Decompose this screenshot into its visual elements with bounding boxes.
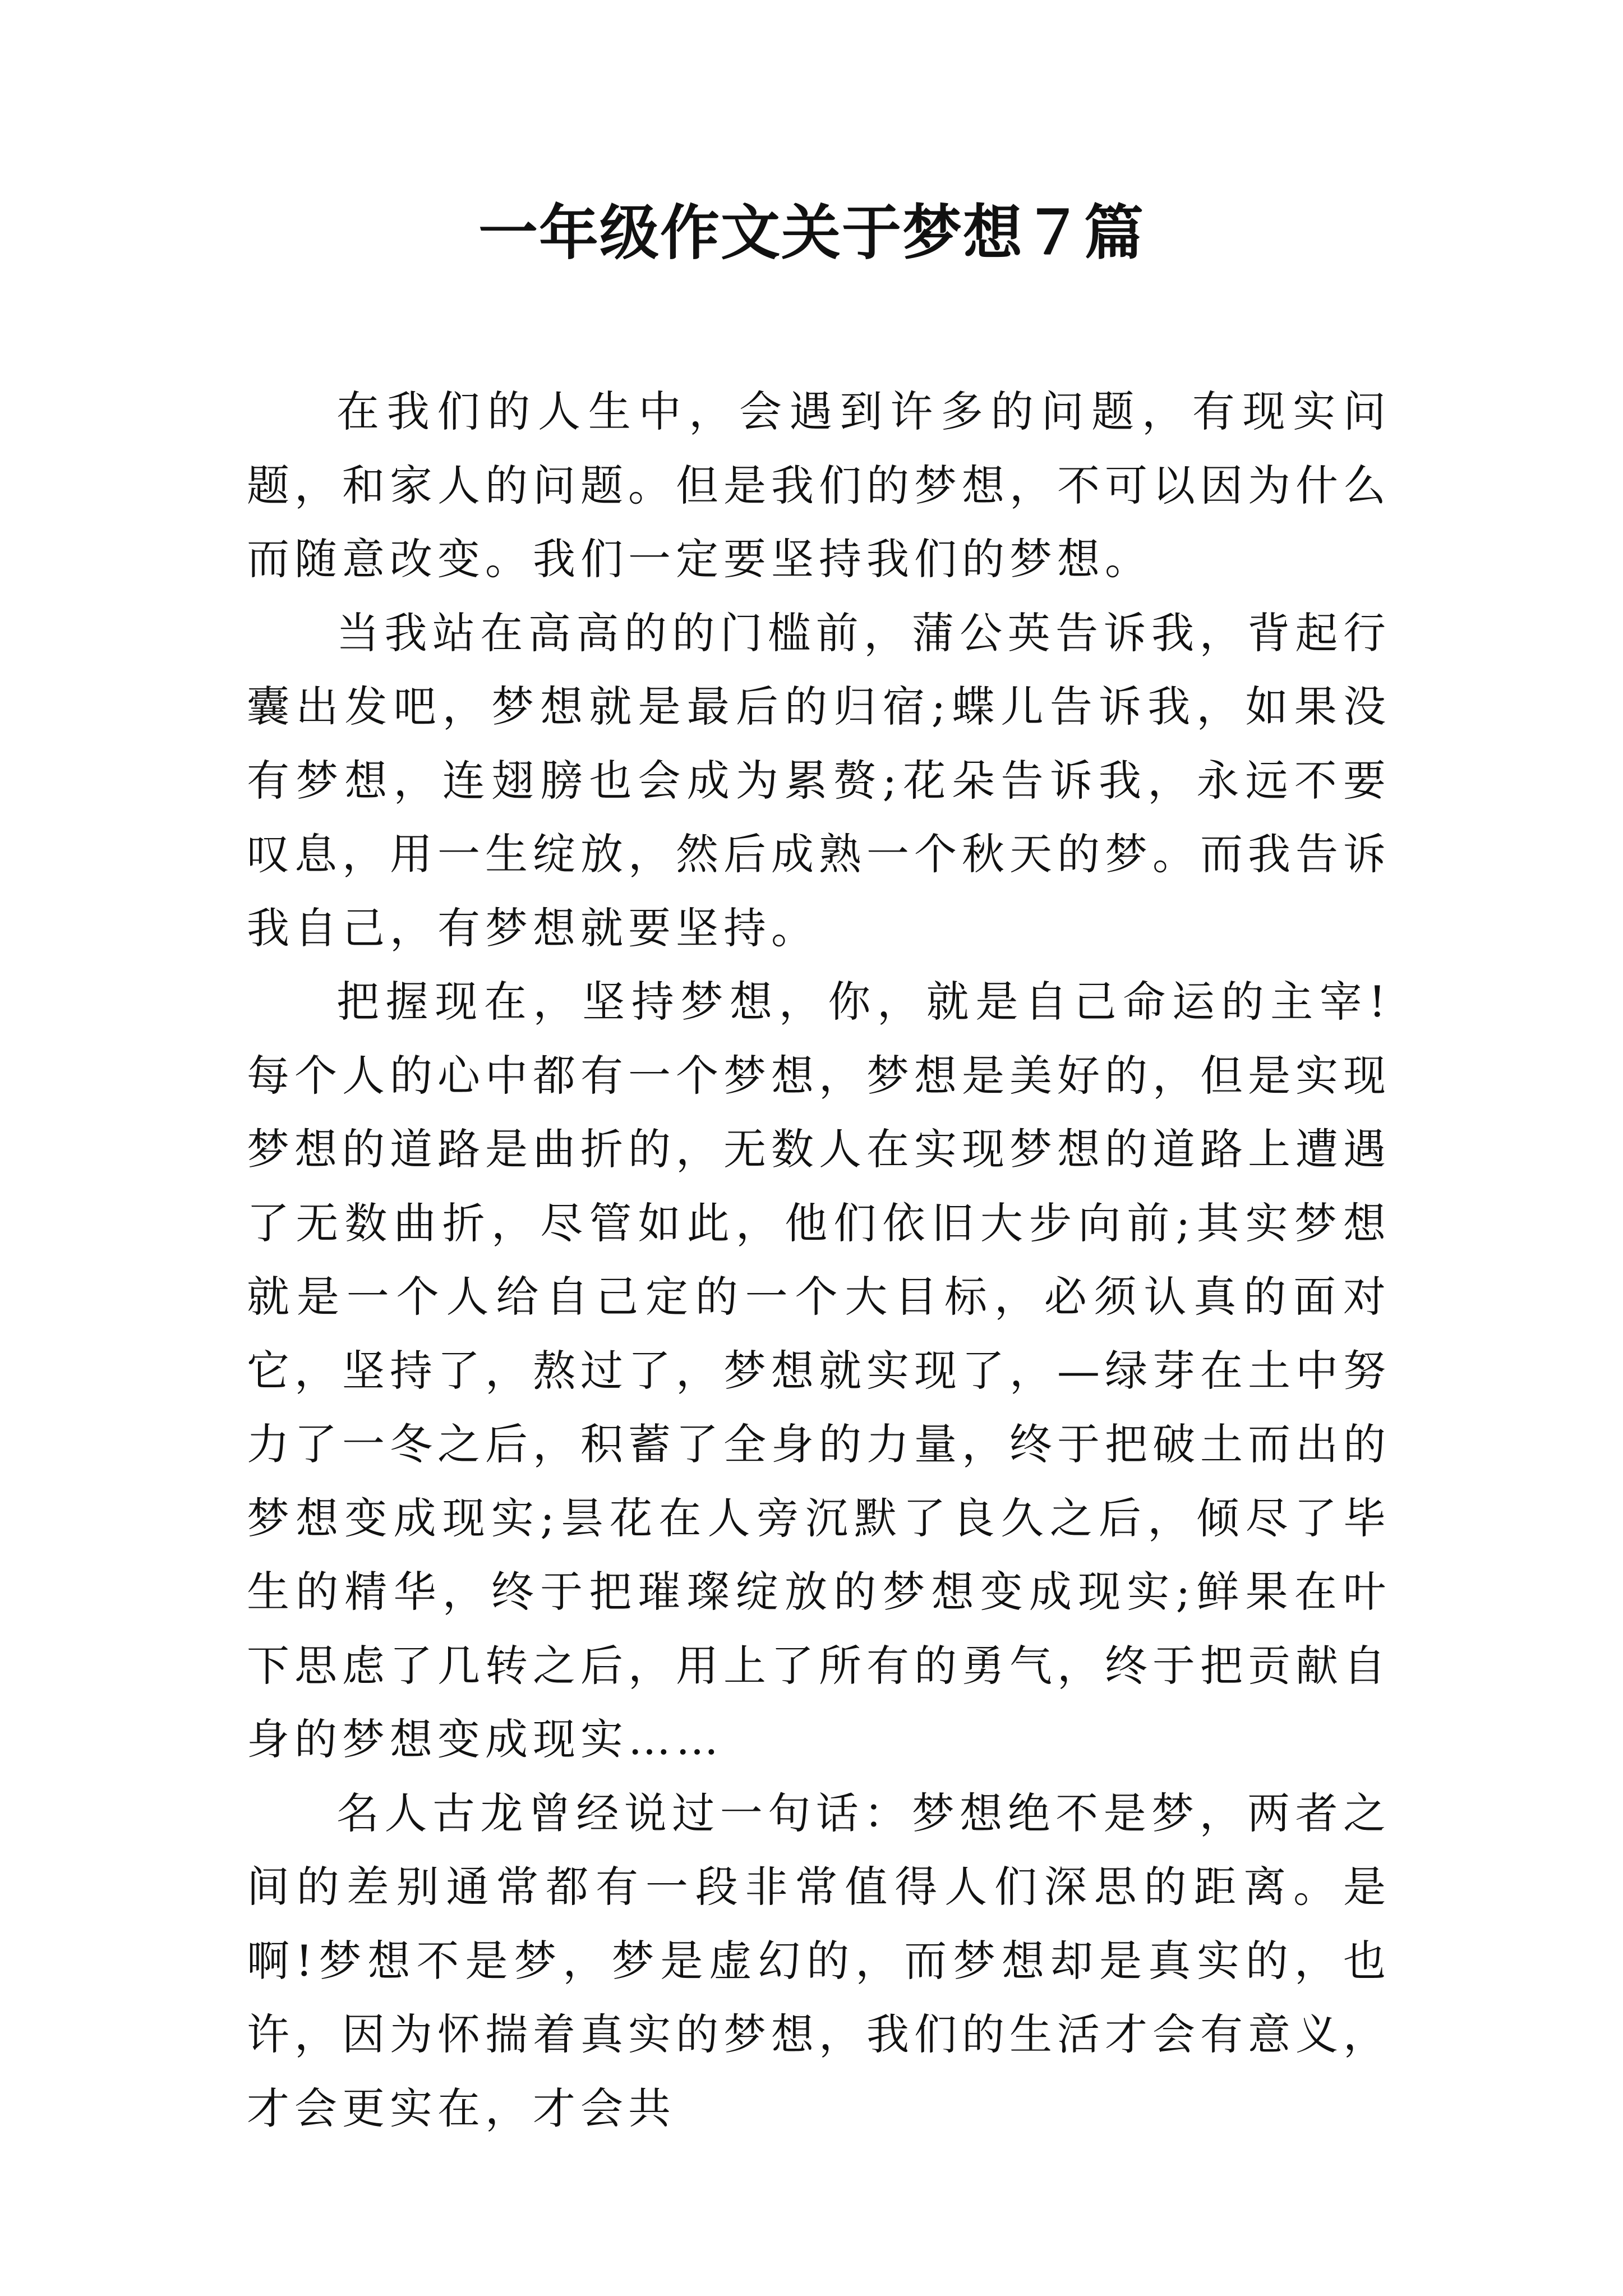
document-title: 一年级作文关于梦想７篇 bbox=[478, 197, 1145, 268]
paragraph-4: 名人古龙曾经说过一句话：梦想绝不是梦，两者之间的差别通常都有一段非常值得人们深思的距离。是啊!梦想不是梦，梦是虚幻的，而梦想却是真实的，也许，因为怀揣着真实的梦想，我们的生活才会有意义，才会更实在，才会共 bbox=[247, 1788, 1391, 2133]
paragraph-1: 在我们的人生中，会遇到许多的问题，有现实问题，和家人的问题。但是我们的梦想，不可以因为什么而随意改变。我们一定要坚持我们的梦想。 bbox=[247, 386, 1391, 584]
paragraph-3: 把握现在，坚持梦想，你，就是自己命运的主宰!每个人的心中都有一个梦想，梦想是美好的，但是实现梦想的道路是曲折的，无数人在实现梦想的道路上遭遇了无数曲折，尽管如此，他们依旧大步向前;其实梦想就是一个人给自己定的一个大目标，必须认真的面对它，坚持了，熬过了，梦想就实现了，—绿芽在土中努力了一冬之后，积蓄了全身的力量，终于把破土而出的梦想变成现实;昙花在人旁沉默了良久之后，倾尽了毕生的精华，终于把璀璨绽放的梦想变成现实;鲜果在叶下思虑了几转之后，用上了所有的勇气，终于把贡献自身的梦想变成现实…… bbox=[247, 977, 1391, 1764]
document-body bbox=[247, 375, 1391, 2145]
paragraph-2: 当我站在高高的的门槛前，蒲公英告诉我，背起行囊出发吧，梦想就是最后的归宿;蝶儿告诉我，如果没有梦想，连翅膀也会成为累赘;花朵告诉我，永远不要叹息，用一生绽放，然后成熟一个秋天的梦。而我告诉我自己，有梦想就要坚持。 bbox=[247, 608, 1391, 953]
